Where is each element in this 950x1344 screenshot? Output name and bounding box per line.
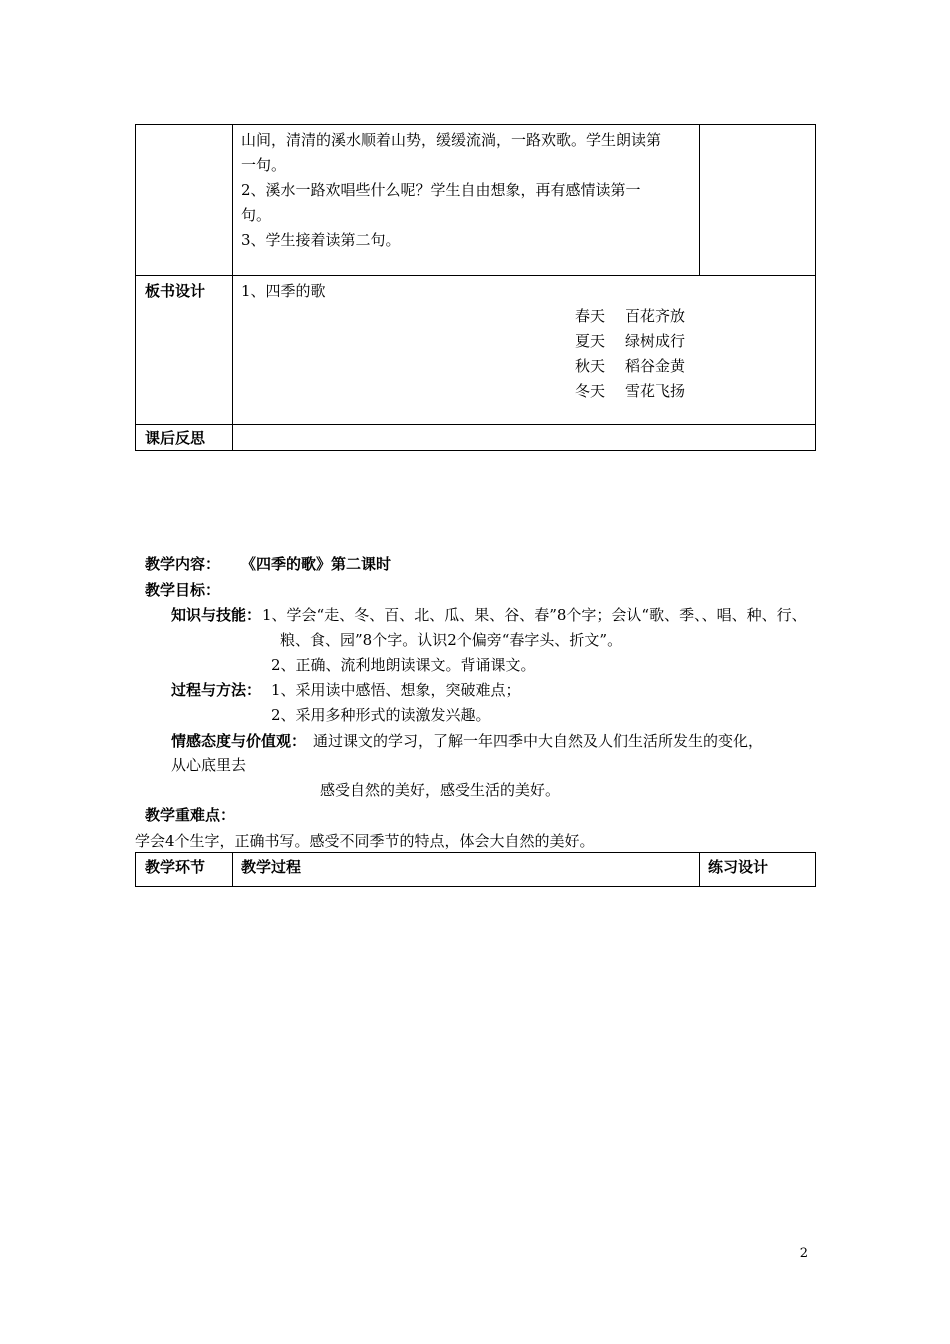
empty-label-cell: [136, 125, 233, 276]
knowledge-2: 2、正确、流利地朗读课文。背诵课文。: [271, 656, 536, 674]
blackboard-season-spring: 春天: [575, 307, 606, 325]
lesson-table-continued: [135, 124, 816, 451]
reflection-content-cell: [233, 425, 816, 451]
process-1: 1、采用读中感悟、想象，突破难点；: [271, 681, 521, 699]
blackboard-label-cell: [136, 276, 233, 425]
header-cell-exercise: [700, 853, 816, 887]
header-stage: 教学环节: [145, 858, 206, 876]
blackboard-desc-winter: 雪花飞扬: [625, 382, 686, 400]
process-label: 过程与方法：: [171, 681, 262, 699]
blackboard-desc-spring: 百花齐放: [625, 307, 686, 325]
blackboard-content-cell: [233, 276, 816, 425]
blackboard-season-summer: 夏天: [575, 332, 606, 350]
lesson-table-header: [135, 852, 816, 887]
process-2: 2、采用多种形式的读激发兴趣。: [271, 706, 491, 724]
blackboard-season-winter: 冬天: [575, 382, 606, 400]
process-line-5: 3、学生接着读第二句。: [241, 231, 401, 249]
header-cell-process: [233, 853, 700, 887]
emotion-3: 感受自然的美好，感受生活的美好。: [320, 781, 561, 799]
emotion-1: 通过课文的学习，了解一年四季中大自然及人们生活所发生的变化，: [313, 732, 764, 750]
header-exercise: 练习设计: [708, 858, 769, 876]
keypoints-label: 教学重难点：: [145, 806, 236, 824]
blackboard-title: 1、四季的歌: [241, 282, 326, 300]
blackboard-season-autumn: 秋天: [575, 357, 606, 375]
reflection-label-cell: [136, 425, 233, 451]
knowledge-label: 知识与技能：: [171, 606, 262, 624]
process-line-2: 一句。: [241, 156, 287, 174]
emotion-label: 情感态度与价值观：: [171, 732, 307, 750]
process-line-1: 山间，清清的溪水顺着山势，缓缓流淌，一路欢歌。学生朗读第: [241, 131, 662, 149]
knowledge-1a: 1、学会“走、冬、百、北、瓜、果、谷、春”8个字；会认“歌、季、、唱、种、行、: [262, 606, 807, 624]
page-number: 2: [799, 1246, 808, 1261]
blackboard-desc-autumn: 稻谷金黄: [625, 357, 686, 375]
process-line-3: 2、溪水一路欢唱些什么呢？学生自由想象，再有感情读第一: [241, 181, 641, 199]
blackboard-label: 板书设计: [145, 282, 206, 300]
content-value: 《四季的歌》第二课时: [241, 555, 392, 573]
knowledge-1b: 粮、食、园”8个字。认识2个偏旁“春字头、折文”。: [280, 631, 623, 649]
content-label: 教学内容：: [145, 555, 221, 573]
keypoints-text: 学会4个生字，正确书写。感受不同季节的特点，体会大自然的美好。: [135, 832, 595, 850]
blackboard-desc-summer: 绿树成行: [625, 332, 686, 350]
reflection-label: 课后反思: [145, 429, 206, 447]
process-cell: [233, 125, 700, 276]
header-process: 教学过程: [241, 858, 302, 876]
goals-label: 教学目标：: [145, 581, 221, 599]
process-line-4: 句。: [241, 206, 272, 224]
header-cell-stage: [136, 853, 233, 887]
exercise-cell: [700, 125, 816, 276]
emotion-2: 从心底里去: [171, 756, 247, 774]
